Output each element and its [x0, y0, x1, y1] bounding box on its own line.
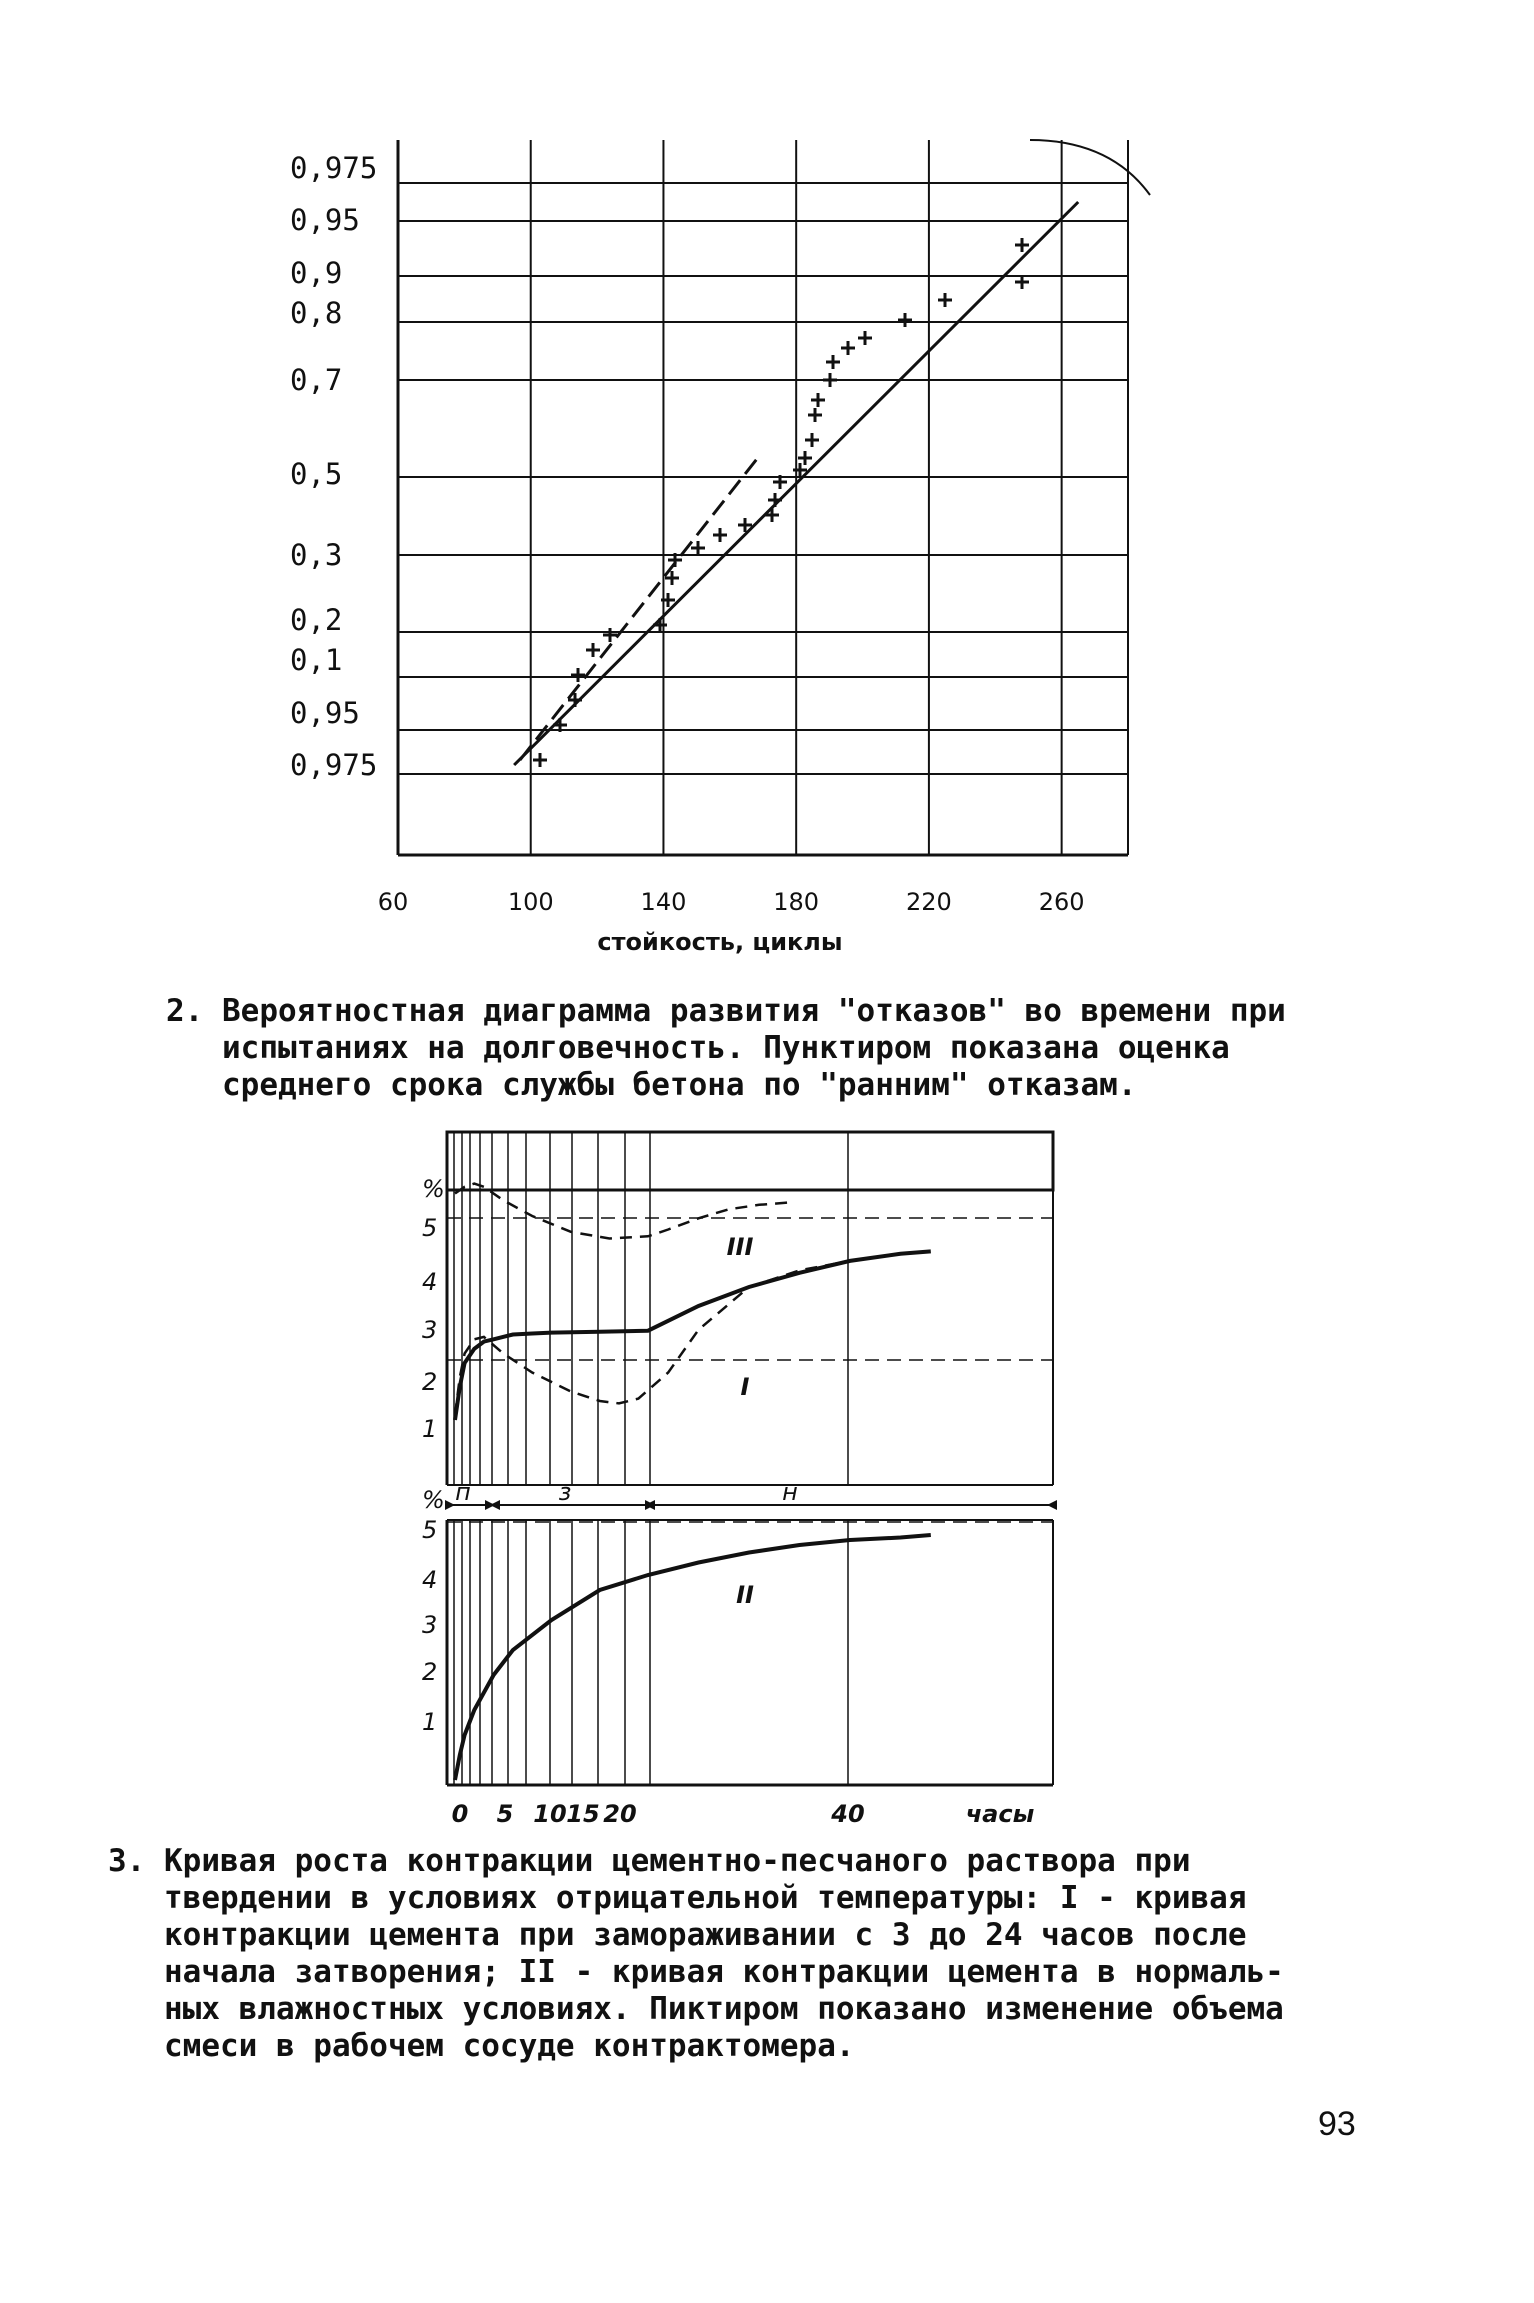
- x-axis-label: часы: [965, 1800, 1035, 1828]
- y-tick-label: 1: [422, 1708, 438, 1736]
- phase-label: з: [558, 1478, 572, 1506]
- y-tick-label: 0,975: [290, 748, 378, 782]
- y-tick-label: 0,95: [290, 203, 360, 237]
- y-tick-label: 4: [422, 1566, 438, 1594]
- caption-line: твердении в условиях отрицательной температуры: I - кривая: [108, 1880, 1247, 1916]
- top-panel-frame: [447, 1132, 1053, 1190]
- x-tick-label: 260: [1038, 888, 1085, 916]
- y-tick-label: 3: [422, 1316, 438, 1344]
- arrow-head: [445, 1500, 455, 1510]
- caption-line: испытаниях на долговечность. Пунктиром показана оценка: [166, 1030, 1230, 1066]
- arrow-head: [1047, 1500, 1057, 1510]
- x-tick-label: 20: [603, 1800, 637, 1828]
- caption-line: контракции цемента при замораживании с 3 до 24 часов после: [108, 1917, 1247, 1953]
- y-tick-label: 0,3: [290, 538, 343, 572]
- caption-line: 2. Вероятностная диаграмма развития "отказов" во времени при: [166, 993, 1286, 1029]
- curve-I-dashed: [455, 1261, 850, 1415]
- y-tick-label: 2: [422, 1368, 438, 1396]
- x-tick-label: 40: [831, 1800, 865, 1828]
- x-tick-label: 10: [533, 1800, 567, 1828]
- x-axis-label: стойкость, циклы: [597, 928, 843, 956]
- y-tick-label: 0,1: [290, 643, 343, 677]
- caption-line: начала затворения; II - кривая контракции цемента в нормаль-: [108, 1954, 1284, 1990]
- caption-line: 3. Кривая роста контракции цементно-песчаного раствора при: [108, 1843, 1191, 1879]
- x-tick-label: 140: [640, 888, 687, 916]
- curve-label: I: [740, 1373, 750, 1401]
- y-tick-label: 0,9: [290, 256, 343, 290]
- y-tick-label: 1: [422, 1415, 438, 1443]
- y-tick-label: 0,7: [290, 363, 343, 397]
- y-tick-label: 4: [422, 1268, 438, 1296]
- y-axis-unit: %: [422, 1175, 445, 1203]
- y-tick-label: 2: [422, 1658, 438, 1686]
- y-tick-label: 0,95: [290, 696, 360, 730]
- x-tick-label: 5: [496, 1800, 514, 1828]
- y-tick-label: 0,2: [290, 603, 343, 637]
- y-tick-label: 0,975: [290, 151, 378, 185]
- curve-label: II: [736, 1581, 754, 1609]
- caption-line: ных влажностных условиях. Пиктиром показано изменение объема: [108, 1991, 1284, 2027]
- x-tick-label: 15: [566, 1800, 600, 1828]
- y-tick-label: 5: [422, 1214, 438, 1242]
- phase-label: н: [782, 1478, 798, 1506]
- arrow-head: [485, 1500, 495, 1510]
- page-number: 93: [1318, 2105, 1356, 2143]
- x-tick-label: 0: [451, 1800, 469, 1828]
- y-tick-label: 0,8: [290, 296, 343, 330]
- caption-line: среднего срока службы бетона по "ранним" отказам.: [166, 1067, 1137, 1103]
- caption-line: смеси в рабочем сосуде контрактомера.: [108, 2028, 855, 2064]
- curve-III-dashed: [455, 1184, 789, 1239]
- x-tick-label: 180: [773, 888, 820, 916]
- y-tick-label: 0,5: [290, 457, 343, 491]
- phase-label: п: [455, 1478, 471, 1506]
- x-tick-label: 220: [906, 888, 952, 916]
- x-tick-label: 60: [377, 888, 409, 916]
- y-tick-label: 5: [422, 1516, 438, 1544]
- x-tick-label: 100: [507, 888, 554, 916]
- y-axis-unit: %: [422, 1486, 445, 1514]
- curve-label: III: [726, 1233, 754, 1261]
- y-tick-label: 3: [422, 1611, 438, 1639]
